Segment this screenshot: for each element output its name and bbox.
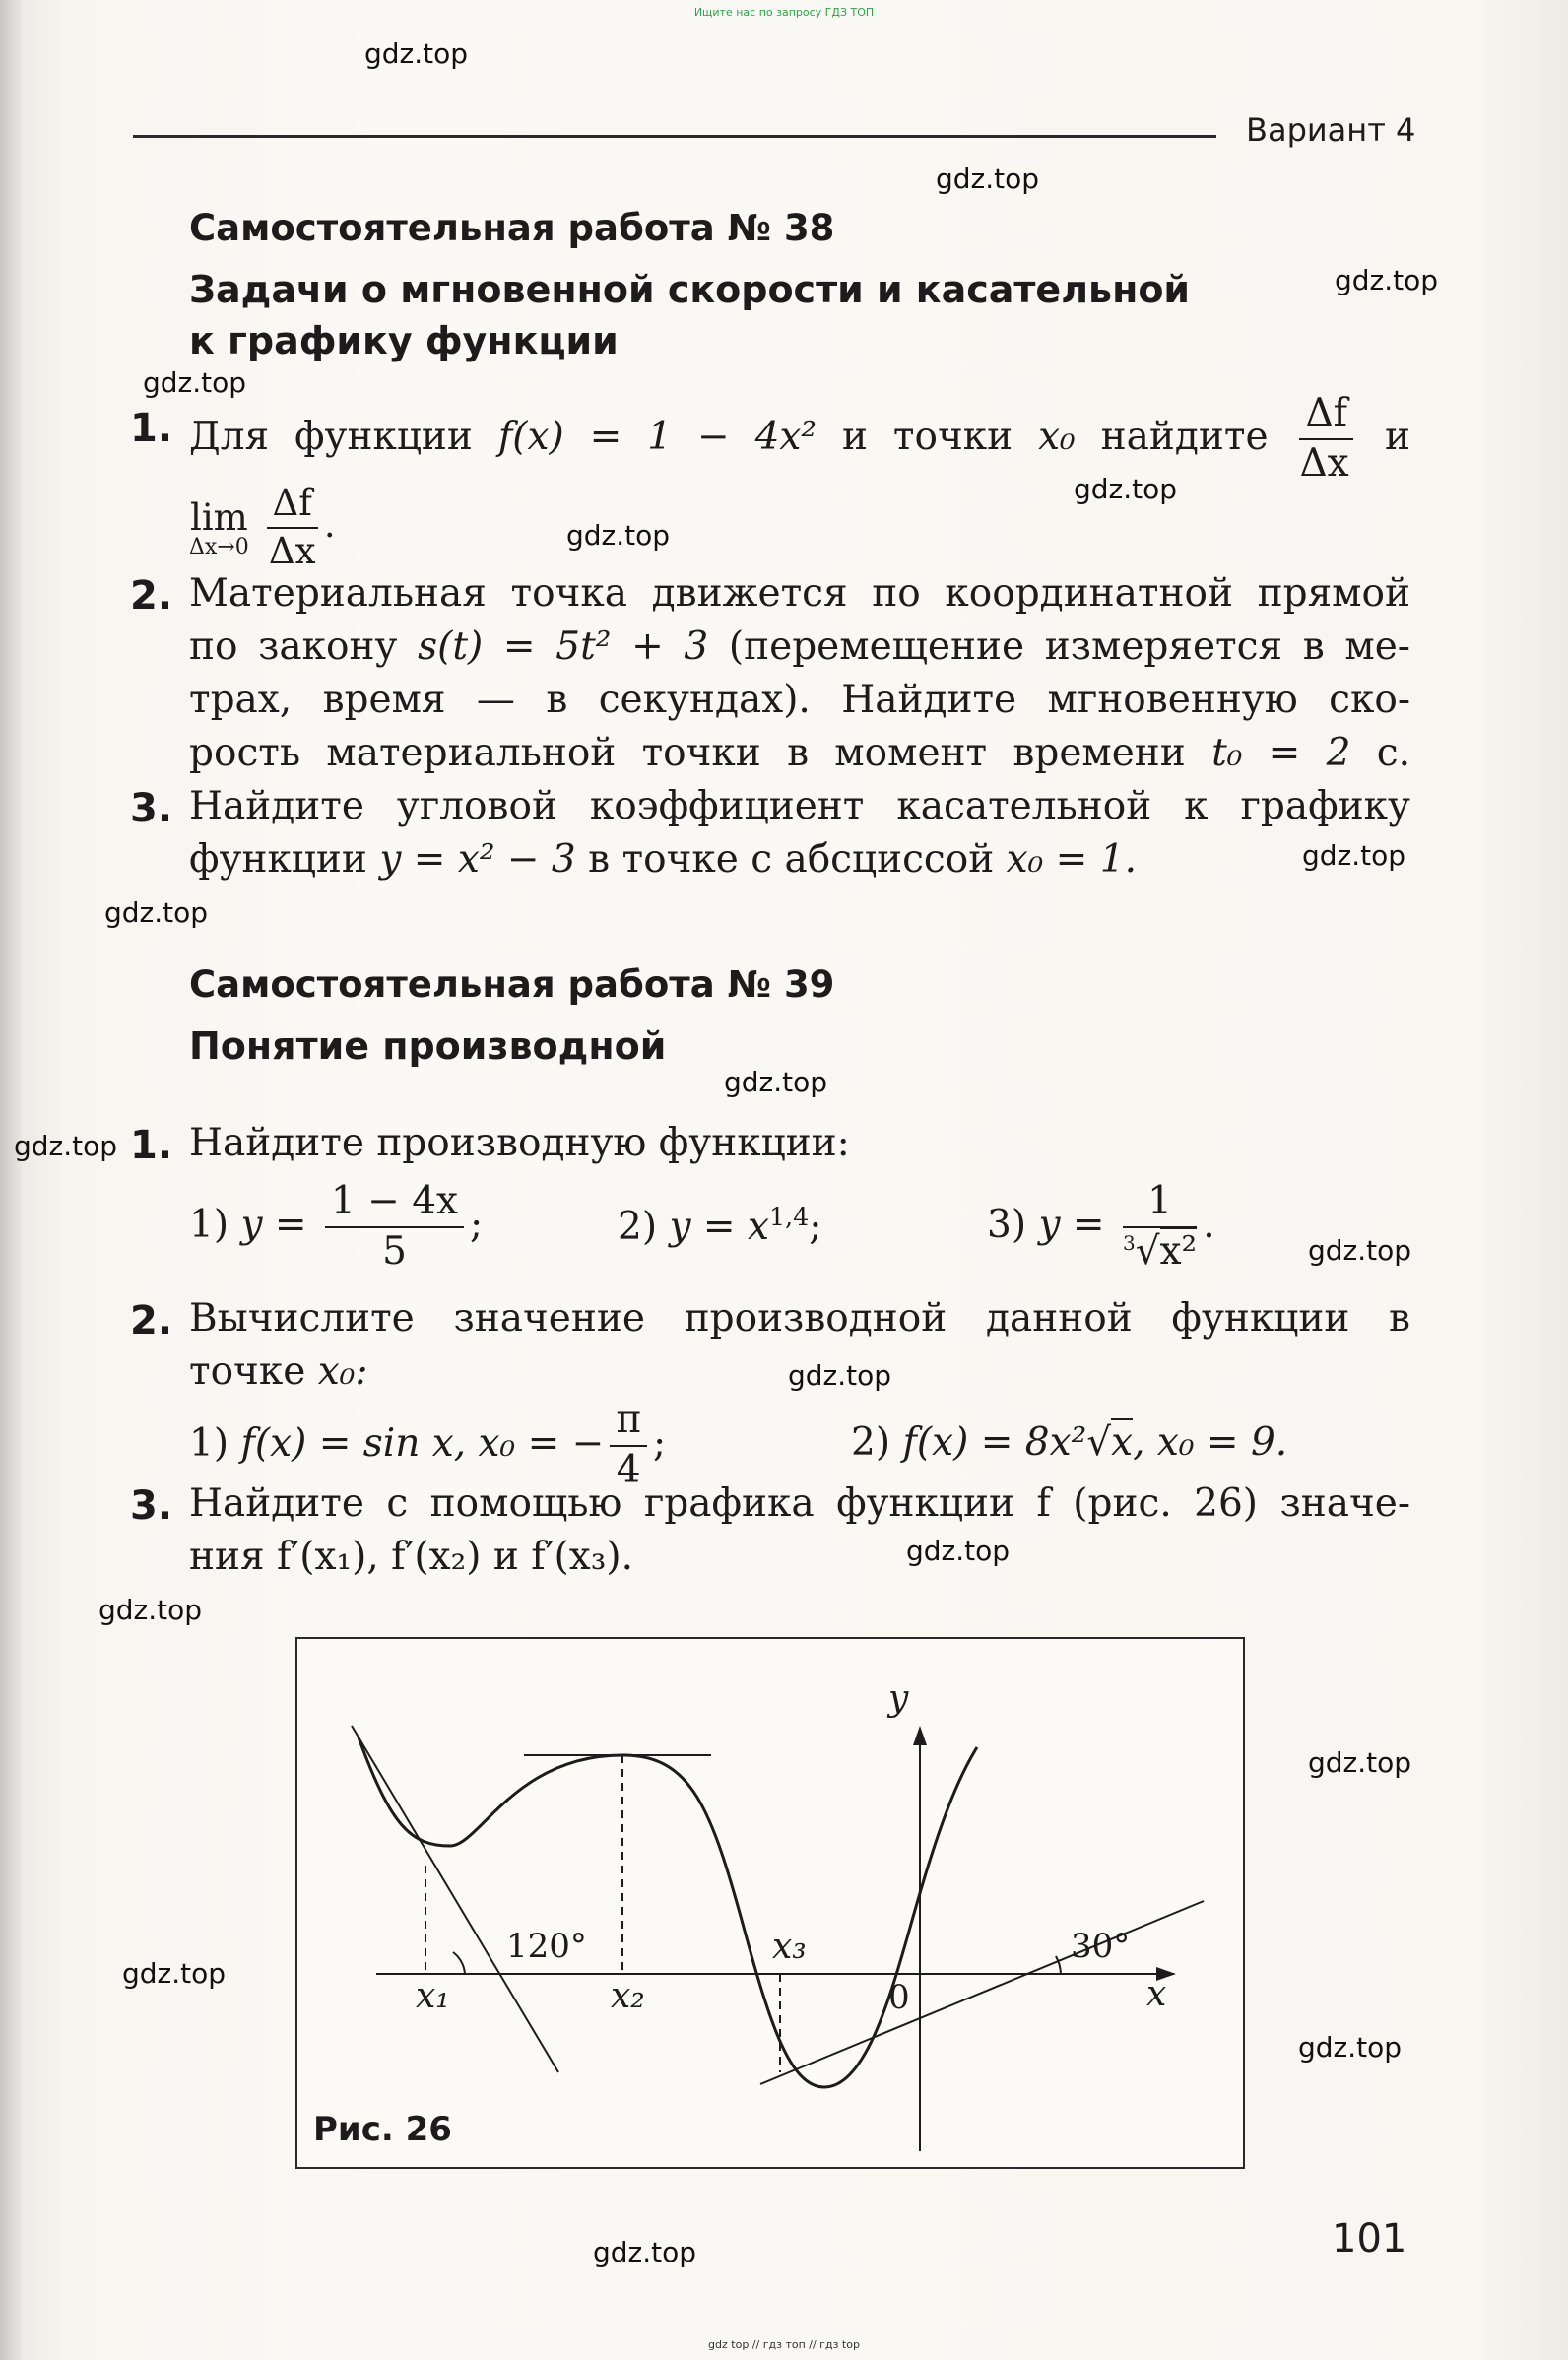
task-38-1-line2: lim Δx→0 $\frac{\Delta f}{\Delta x}$ . [189,482,336,572]
formula: x₀ = 1. [1006,837,1137,882]
limit-subscript: Δx→0 [189,534,249,559]
work-39-title: Самостоятельная работа № 39 [189,963,835,1006]
fraction-denominator: 5 [382,1228,407,1274]
watermark: gdz.top [104,896,209,929]
task-text: с. [1376,731,1410,775]
watermark: gdz.top [1308,1234,1412,1267]
angle-arc-30 [1056,1956,1061,1974]
axis-label-x: x [1146,1974,1167,2014]
task-39-3-line1: Найдите с помощью графика функции f (рис. 26) значе- [189,1481,1410,1526]
tangent-x1 [352,1726,558,2072]
limit-word: lim [189,495,248,539]
derivative-item-1: 1) y = $\frac{1 - 4x}{5}$ ; [189,1179,484,1274]
fraction-denominator: 4 [616,1447,641,1492]
task-text: (перемещение измеряется в ме- [728,624,1410,669]
task-39-2-line1: Вычислите значение производной данной функции в [189,1296,1410,1341]
watermark: gdz.top [122,1957,227,1990]
fraction [325,1180,464,1275]
watermark: gdz.top [1298,2031,1403,2064]
work-38-title: Самостоятельная работа № 38 [189,207,835,249]
axis-label-y: y [888,1678,909,1719]
task-38-2-line3: трах, время — в секундах). Найдите мгновенную ско- [189,678,1410,722]
limit [189,496,249,559]
fraction-numerator: 1 − 4x [325,1180,464,1228]
watermark: gdz.top [1308,1746,1412,1779]
task-number: 2. [130,573,173,619]
task-text: функции [189,837,367,882]
top-watermark-note: Ищите нас по запросу ГДЗ ТОП [693,6,875,19]
task-number: 1. [130,406,173,451]
fraction-denominator: Δx [1299,440,1349,486]
watermark: gdz.top [14,1130,118,1162]
bottom-watermark-note: gdz top // гдз топ // гдз top [708,2338,860,2351]
figure-26 [295,1637,1245,2169]
watermark: gdz.top [143,366,247,399]
task-39-2-items [189,1389,1410,1492]
watermark: gdz.top [788,1359,892,1392]
formula: f(x) = 1 − 4x² [497,414,817,459]
value-item-1: 1) f(x) = sin x, x₀ = − $\frac{\pi}{4}$ ; [189,1398,667,1492]
tangent-x3 [760,1901,1204,2084]
watermark: gdz.top [1302,839,1406,872]
fraction-numerator: 1 [1123,1180,1197,1228]
task-text: и точки [841,414,1013,459]
task-39-1-text: Найдите производную функции: [189,1121,850,1165]
fraction [1123,1180,1197,1275]
page-number: 101 [1332,2216,1407,2262]
work-39-topic: Понятие производной [189,1024,667,1068]
task-38-3-line2 [189,837,1410,882]
watermark: gdz.top [724,1066,828,1098]
derivative-item-2: 2) $y = x^{1,4}$; [618,1202,822,1249]
variant-label: Вариант 4 [1246,111,1416,149]
task-text: в точке с абсциссой [588,837,995,882]
function-curve [359,1737,977,2087]
watermark: gdz.top [1074,473,1178,505]
task-text: и [1385,414,1411,459]
watermark: gdz.top [566,519,671,552]
work-38-topic-line2: к графику функции [189,319,619,362]
point-label-x1: x₁ [416,1976,450,2016]
task-39-3-line2: ния f′(x₁), f′(x₂) и f′(x₃). [189,1535,634,1579]
figure-caption: Рис. 26 [313,2110,452,2149]
derivative-item-3: 3) y = $\frac{1}{^3√x^2}$ . [987,1179,1215,1274]
watermark: gdz.top [1335,264,1439,296]
fraction-denominator: Δx [268,529,316,572]
work-38-topic-line1: Задачи о мгновенной скорости и касательной [189,268,1191,311]
fraction-numerator: Δf [1299,392,1353,440]
angle-label-120: 120° [506,1927,587,1966]
watermark: gdz.top [364,37,469,70]
formula: y = x² − 3 [379,837,576,882]
task-number: 3. [130,786,173,831]
watermark: gdz.top [593,2236,697,2268]
watermark: gdz.top [906,1535,1011,1567]
fraction-denominator: $^3$√x² [1122,1228,1198,1274]
task-38-3-line1: Найдите угловой коэффициент касательной к графику [189,784,1410,828]
task-text: по закону [189,624,398,669]
origin-label: 0 [888,1978,910,2017]
task-39-1-items [189,1162,1410,1274]
task-text: Для функции [189,414,473,459]
task-39-2-line2: точке x₀: [189,1349,368,1394]
header-rule [133,135,1216,138]
watermark: gdz.top [936,163,1040,195]
value-item-2: 2) f(x) = 8x²√x, x₀ = 9. [851,1420,1288,1465]
task-text: рость материальной точки в момент времени [189,731,1186,775]
task-text: найдите [1100,414,1269,459]
formula: t₀ = 2 [1211,731,1351,775]
task-number: 2. [130,1298,173,1344]
task-number: 3. [130,1483,173,1529]
function-graph [297,1639,1243,2167]
task-38-2-line4 [189,731,1410,775]
formula: x₀ [1038,414,1076,459]
fraction [610,1399,647,1493]
task-38-2-line2 [189,624,1410,669]
task-38-1-line1 [189,392,1410,487]
angle-arc-120 [453,1952,465,1974]
page-binding-shadow [0,0,22,2360]
formula: s(t) = 5t² + 3 [418,624,709,669]
y-axis-arrow [913,1726,927,1745]
task-number: 1. [130,1123,173,1168]
fraction [267,483,318,572]
fraction-numerator: π [610,1399,647,1447]
point-label-x3: x₃ [772,1927,807,1967]
angle-label-30: 30° [1071,1927,1131,1966]
task-38-2-line1: Материальная точка движется по координатной прямой [189,571,1410,616]
fraction-numerator: Δf [267,483,318,529]
work-38-topic [189,264,1190,366]
fraction [1299,392,1353,487]
point-label-x2: x₂ [611,1976,645,2016]
watermark: gdz.top [98,1594,203,1626]
